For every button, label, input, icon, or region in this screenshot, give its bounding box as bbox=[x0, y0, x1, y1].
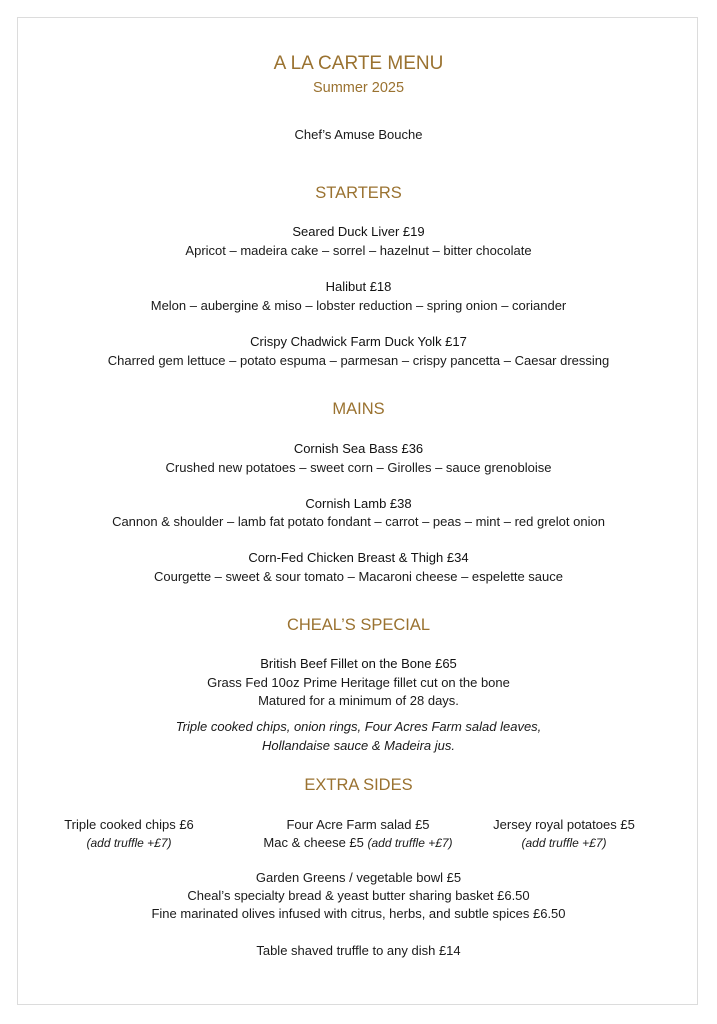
truffle-line: Table shaved truffle to any dish £14 bbox=[256, 943, 461, 958]
dish-description: Apricot – madeira cake – sorrel – hazelnut – bitter chocolate bbox=[185, 243, 532, 258]
side-name: Triple cooked chips £6 bbox=[64, 817, 194, 832]
menu-subtitle: Summer 2025 bbox=[312, 80, 405, 96]
extra-line: Fine marinated olives infused with citrus, herbs, and subtle spices £6.50 bbox=[151, 906, 566, 921]
extra-line: Cheal’s specialty bread & yeast butter sharing basket £6.50 bbox=[187, 888, 530, 903]
dish-name: Cornish Lamb £38 bbox=[305, 496, 412, 511]
dish-name: Seared Duck Liver £19 bbox=[292, 224, 425, 239]
side-name: Mac & cheese £5 bbox=[263, 835, 364, 850]
special-sides: Hollandaise sauce & Madeira jus. bbox=[262, 738, 455, 753]
dish-description: Cannon & shoulder – lamb fat potato fondant – carrot – peas – mint – red grelot onion bbox=[112, 514, 605, 529]
side-name: Jersey royal potatoes £5 bbox=[493, 817, 635, 832]
special-sides: Triple cooked chips, onion rings, Four Acres Farm salad leaves, bbox=[175, 719, 542, 734]
dish-name: Crispy Chadwick Farm Duck Yolk £17 bbox=[250, 334, 467, 349]
menu-title: A LA CARTE MENU bbox=[273, 53, 444, 74]
dish-description: Matured for a minimum of 28 days. bbox=[258, 693, 459, 708]
dish-description: Grass Fed 10oz Prime Heritage fillet cut on the bone bbox=[207, 675, 510, 690]
dish-name: Halibut £18 bbox=[325, 279, 392, 294]
dish-description: Courgette – sweet & sour tomato – Macaroni cheese – espelette sauce bbox=[153, 569, 563, 584]
dish-description: Charred gem lettuce – potato espuma – parmesan – crispy pancetta – Caesar dressing bbox=[107, 353, 610, 368]
mains-heading: MAINS bbox=[332, 400, 385, 418]
side-name: Four Acre Farm salad £5 bbox=[286, 817, 430, 832]
side-note: (add truffle +£7) bbox=[367, 836, 453, 850]
side-triple-chips bbox=[29, 816, 229, 852]
starters-heading: STARTERS bbox=[315, 184, 402, 202]
side-jersey-royals bbox=[464, 816, 664, 852]
dish-name: British Beef Fillet on the Bone £65 bbox=[260, 656, 457, 671]
dish-description: Melon – aubergine & miso – lobster reduction – spring onion – coriander bbox=[150, 298, 567, 313]
special-heading: CHEAL’S SPECIAL bbox=[286, 616, 431, 634]
side-note: (add truffle +£7) bbox=[521, 836, 607, 850]
side-note: (add truffle +£7) bbox=[86, 836, 172, 850]
dish-description: Crushed new potatoes – sweet corn – Girolles – sauce grenobloise bbox=[165, 460, 552, 475]
extras-heading: EXTRA SIDES bbox=[304, 776, 413, 794]
extra-line: Garden Greens / vegetable bowl £5 bbox=[255, 870, 462, 885]
amuse-bouche: Chef’s Amuse Bouche bbox=[294, 127, 423, 142]
dish-name: Cornish Sea Bass £36 bbox=[293, 441, 424, 456]
side-salad-mac bbox=[238, 816, 478, 852]
dish-name: Corn-Fed Chicken Breast & Thigh £34 bbox=[248, 550, 469, 565]
